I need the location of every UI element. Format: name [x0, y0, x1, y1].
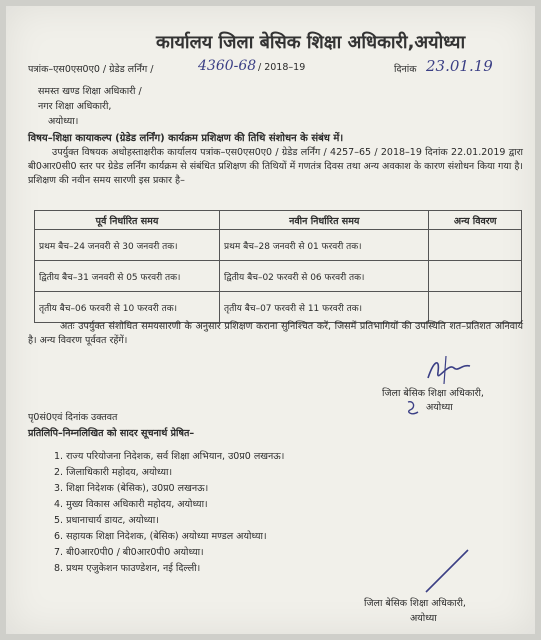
schedule-row: [35, 230, 522, 261]
copy-reference-line: पृ0सं0एवं दिनांक उक्तवत: [28, 412, 118, 423]
reference-year: / 2018–19: [258, 62, 306, 73]
reference-prefix: पत्रांक–एस0एस0ए0 / ग्रेडेड लर्निंग /: [28, 64, 154, 75]
other-details-cell: [429, 230, 522, 261]
list-item: 2. जिलाधिकारी महोदय, अयोध्या।: [54, 467, 173, 478]
copy-recipient-list: [54, 449, 284, 577]
list-item: 6. सहायक शिक्षा निदेशक, (बेसिक) अयोध्या मण्डल अयोध्या।: [54, 531, 267, 542]
signature-scribble-1: [424, 354, 474, 390]
list-item: 4. मुख्य विकास अधिकारी महोदय, अयोध्या।: [54, 499, 208, 510]
signature-place-1: अयोध्या: [426, 402, 453, 413]
other-details-cell: [429, 261, 522, 292]
recipient-line-2: नगर शिक्षा अधिकारी,: [38, 101, 112, 112]
letter-page: [6, 6, 535, 634]
body-paragraph: उपर्युक्त विषयक अधोहस्ताक्षरीक कार्यालय पत्रांक–एस0एस0ए0 / ग्रेडेड लर्निंग / 4257–65 / 2018–19 दिनांक 22.01.2019 द्वारा बी0आर0सी0 स्तर पर ग्रेडेड लर्निंग कार्यक्रम से संबंधित प्रशिक्षण की तिथियों में गणतंत्र दिवस तथा अन्य अवकाश के कारण संशोधन किया गया है। प्रशिक्षण की नवीन समय सारणी इस प्रकार है–: [28, 147, 523, 186]
list-item: 1. राज्य परियोजना निदेशक, सर्व शिक्षा अभियान, उ0प्र0 लखनऊ।: [54, 451, 285, 462]
initial-mark: [404, 398, 424, 418]
signature-designation-2: जिला बेसिक शिक्षा अधिकारी,: [364, 598, 466, 609]
header-other-details: अन्य विवरण: [429, 211, 522, 230]
signature-place-2: अयोध्या: [410, 613, 437, 624]
office-title: कार्यालय जिला बेसिक शिक्षा अधिकारी,अयोध्या: [156, 32, 466, 53]
reference-number: 4360-68: [198, 58, 257, 74]
list-item: 3. शिक्षा निदेशक (बेसिक), उ0प्र0 लखनऊ।: [54, 483, 209, 494]
list-item: 5. प्रधानाचार्य डायट, अयोध्या।: [54, 515, 159, 526]
list-item: 8. प्रथम एजुकेशन फाउण्डेशन, नई दिल्ली।: [54, 563, 201, 574]
schedule-header-row: [35, 211, 522, 230]
header-old-schedule: पूर्व निर्धारित समय: [35, 211, 220, 230]
old-schedule-cell: प्रथम बैच–24 जनवरी से 30 जनवरी तक।: [35, 230, 220, 261]
schedule-table: [34, 210, 522, 323]
subject-line: विषय–शिक्षा कायाकल्प (ग्रेडेड लर्निंग) कार्यक्रम प्रशिक्षण की तिथि संशोधन के संबंध में।: [28, 133, 344, 144]
signature-stroke-2: [418, 546, 478, 596]
signature-designation-1: जिला बेसिक शिक्षा अधिकारी,: [382, 388, 484, 399]
date-value: 23.01.19: [426, 57, 493, 75]
new-schedule-cell: प्रथम बैच–28 जनवरी से 01 फरवरी तक।: [220, 230, 429, 261]
list-item: 7. बी0आर0पी0 / बी0आर0पी0 अयोध्या।: [54, 547, 204, 558]
schedule-row: [35, 292, 522, 323]
other-details-cell: [429, 292, 522, 323]
closing-paragraph: अतः उपर्युक्त संशोधित समयसारणी के अनुसार प्रशिक्षण कराना सुनिश्चित करें, जिसमें प्रतिभागियों की उपस्थिति शत–प्रतिशत अनिवार्य है। अन्य विवरण पूर्ववत रहेंगें।: [28, 321, 523, 346]
new-schedule-cell: द्वितीय बैच–02 फरवरी से 06 फरवरी तक।: [220, 261, 429, 292]
old-schedule-cell: द्वितीय बैच–31 जनवरी से 05 फरवरी तक।: [35, 261, 220, 292]
copy-intro: प्रतिलिपि–निम्नलिखित को सादर सूचनार्थ प्रेषित–: [28, 428, 195, 439]
recipient-line-3: अयोध्या।: [48, 116, 79, 127]
header-new-schedule: नवीन निर्धारित समय: [220, 211, 429, 230]
old-schedule-cell: तृतीय बैच–06 फरवरी से 10 फरवरी तक।: [35, 292, 220, 323]
new-schedule-cell: तृतीय बैच–07 फरवरी से 11 फरवरी तक।: [220, 292, 429, 323]
date-label: दिनांक: [394, 64, 417, 75]
schedule-row: [35, 261, 522, 292]
recipient-line-1: समस्त खण्ड शिक्षा अधिकारी /: [38, 86, 142, 97]
